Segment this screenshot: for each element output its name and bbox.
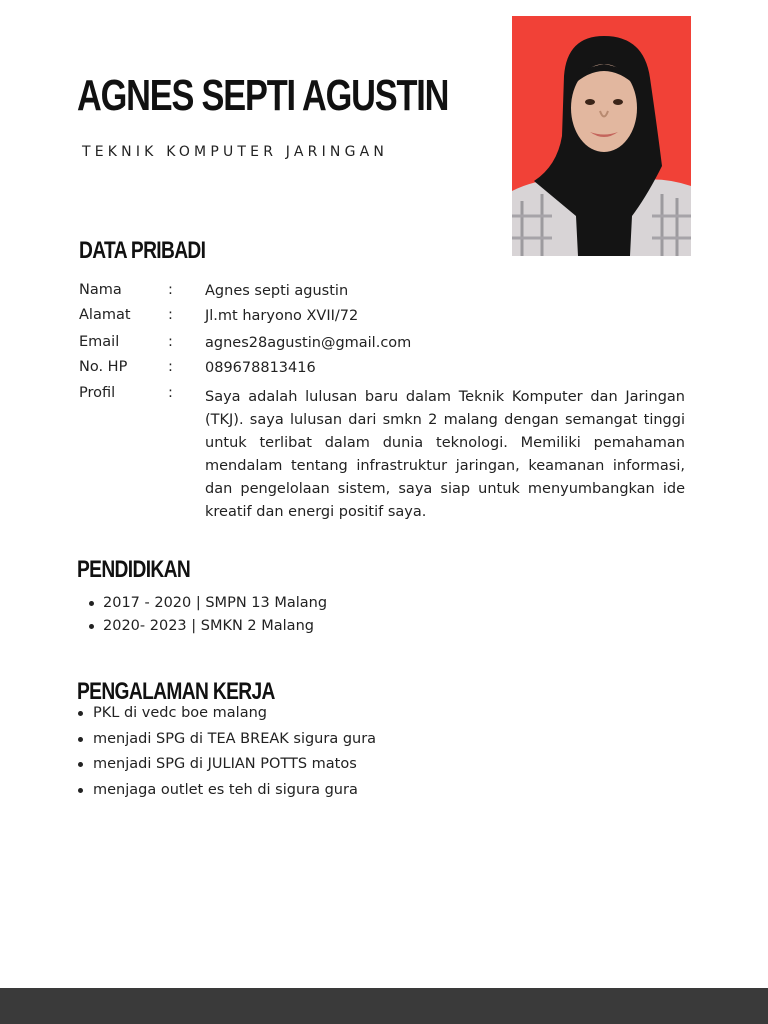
footer-bar [0, 988, 768, 1024]
personal-colon: : [168, 282, 173, 298]
personal-label: Nama [79, 282, 122, 298]
personal-colon: : [168, 385, 173, 401]
personal-label: No. HP [79, 359, 128, 375]
list-item: PKL di vedc boe malang [93, 701, 376, 727]
personal-colon: : [168, 307, 173, 323]
list-item: 2017 - 2020 | SMPN 13 Malang [103, 592, 327, 615]
section-title-work: PENGALAMAN KERJA [77, 678, 275, 705]
personal-colon: : [168, 334, 173, 350]
personal-value-address: Jl.mt haryono XVII/72 [205, 308, 359, 324]
list-item: menjadi SPG di TEA BREAK sigura gura [93, 727, 376, 753]
candidate-subtitle: TEKNIK KOMPUTER JARINGAN [82, 144, 389, 160]
portrait-photo-icon [512, 16, 691, 256]
candidate-name: AGNES SEPTI AGUSTIN [77, 71, 449, 120]
list-item: menjaga outlet es teh di sigura gura [93, 778, 376, 804]
personal-label: Profil [79, 385, 116, 401]
education-list [103, 592, 327, 638]
list-item: 2020- 2023 | SMKN 2 Malang [103, 615, 327, 638]
personal-value-email: agnes28agustin@gmail.com [205, 335, 412, 351]
work-list [93, 701, 376, 803]
personal-label: Email [79, 334, 120, 350]
section-title-personal: DATA PRIBADI [79, 237, 206, 264]
profile-summary: Saya adalah lulusan baru dalam Teknik Komputer dan Jaringan (TKJ). saya lulusan dari smkn 2 malang dengan semangat tinggi untuk terlibat dalam dunia teknologi. Memiliki pemahaman mendalam tentang infrastruktur jaringan, keamanan informasi, dan pengelolaan sistem, saya siap untuk menyumbangkan ide kreatif dan energi positif saya. [205, 389, 685, 520]
personal-colon: : [168, 359, 173, 375]
profile-photo [512, 16, 691, 256]
personal-value-phone: 089678813416 [205, 360, 316, 376]
list-item: menjadi SPG di JULIAN POTTS matos [93, 752, 376, 778]
personal-value-name: Agnes septi agustin [205, 283, 349, 299]
personal-label: Alamat [79, 307, 131, 323]
section-title-education: PENDIDIKAN [77, 556, 191, 583]
